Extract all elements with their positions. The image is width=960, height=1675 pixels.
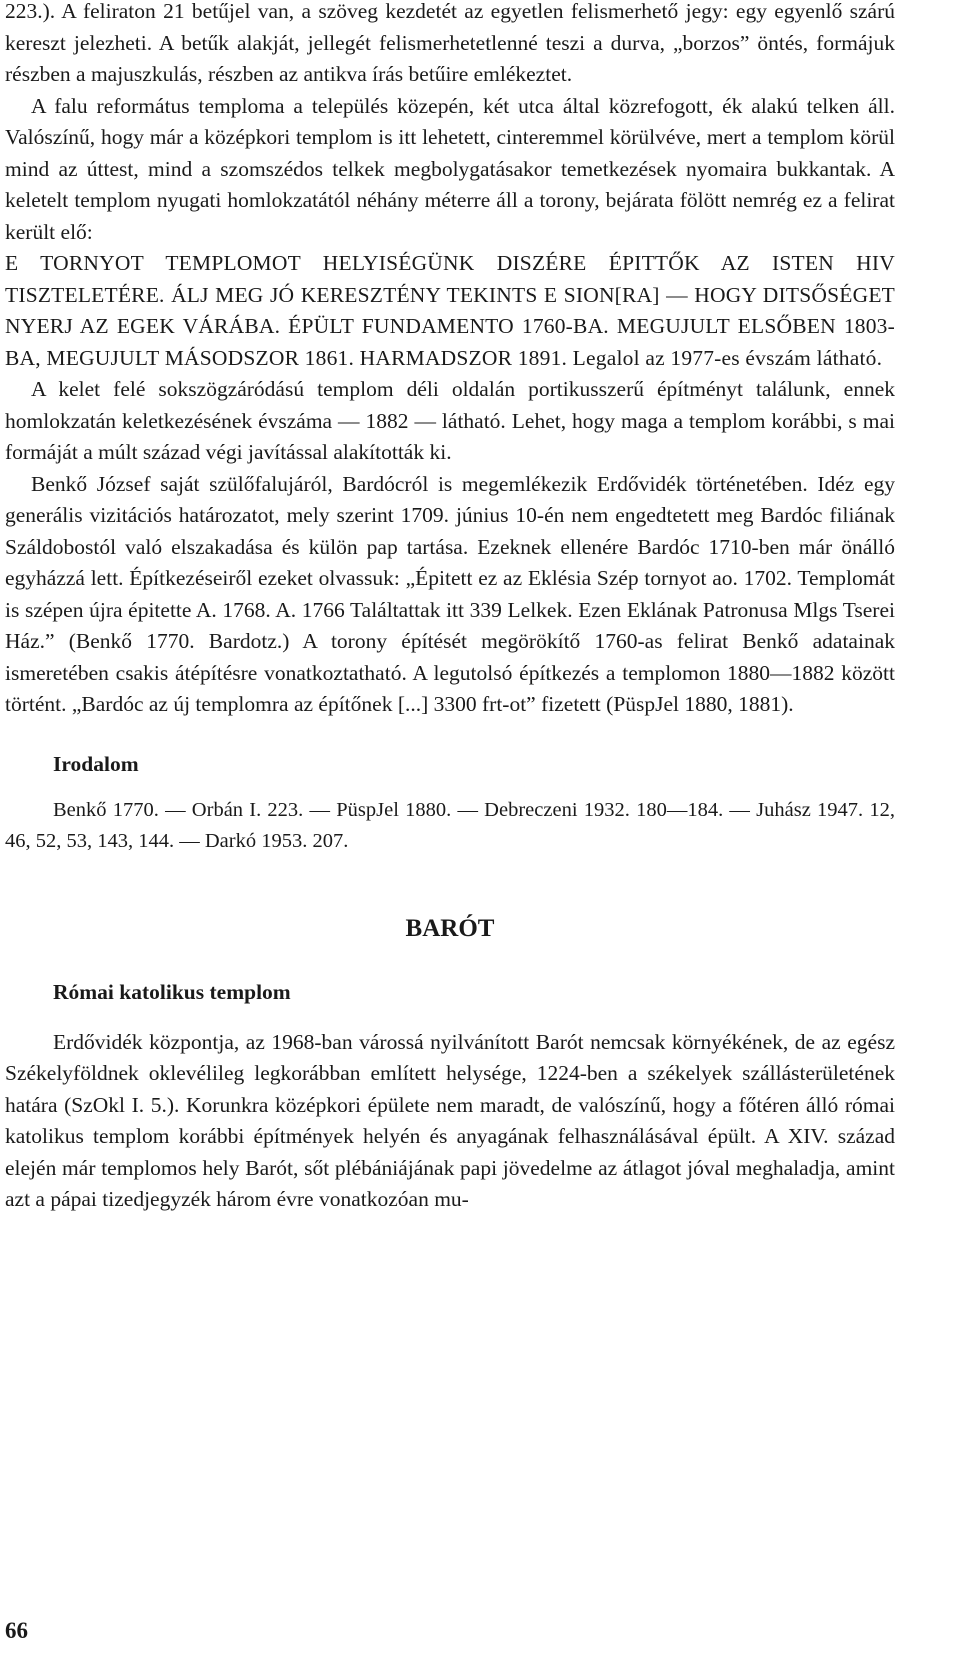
paragraph-barot: Erdővidék központja, az 1968-ban várossá nyilvánított Barót nemcsak környékének, de az egész Székelyföldnek oklevélileg legkorábban említett helysége, 1224-ben a székelyek szállásterületének határa (SzOkl I. 5.). Korunkra középkori épülete nem maradt, de valószínű, hogy a főtéren álló római katolikus templom korábbi építmények helyén és anyagának felhasználásával épült. A XIV. század elején már templomos hely Barót, sőt plébániájának papi jövedelme az átlagot jóval meghaladja, amint azt a pápai tizedjegyzék három évre vonatkozóan mu- — [5, 1029, 895, 1211]
inscription-tail: Legalol az 1977-es évszám látható. — [567, 345, 883, 370]
literature-heading: Irodalom — [53, 751, 139, 776]
subheading-catholic-church: Római katolikus templom — [53, 979, 291, 1004]
inscription-text: E TORNYOT TEMPLOMOT HELYISÉGÜNK DISZÉRE ÉPITTŐK AZ ISTEN HIV TISZTELETÉRE. ÁLJ MEG JÓ KERESZTÉNY TEKINTS E SION[RA] — HOGY DITSŐSÉGET NYERJ AZ EGEK VÁRÁBA. ÉPÜLT FUNDAMENTO 1760-BA. MEGUJULT ELSŐBEN 1803-BA, MEGUJULT MÁSODSZOR 1861. HARMADSZOR 1891. — [5, 251, 895, 370]
paragraph-reformed-church: A falu református temploma a település közepén, két utca által közrefogott, ék alakú telken áll. Valószínű, hogy már a középkori templom is itt lehetett, cinteremmel körülvéve, mert a templom körül mind az úttest, mind a szomszédos telkek megbolygatásakor temetkezések nyomaira bukkantak. A keletelt templom nyugati homlokzatától néhány méterre áll a torony, bejárata fölött nemrég ez a felirat került elő: — [5, 93, 895, 244]
paragraph-benko: Benkő József saját szülőfalujáról, Bardócról is megemlékezik Erdővidék történetében. Idéz egy generális vizitációs határozatot, mely szerint 1709. június 10-én nem engedtetett meg Bardóc filiának Száldobostól való elszakadása és külön pap tartása. Ezeknek ellenére Bardóc 1710-ben már önálló egyházzá lett. Építkezéseiről ezeket olvassuk: „Épitett ez az Eklésia Szép tornyot ao. 1702. Templomát is szépen újra épitette A. 1768. A. 1766 Találtattak itt 339 Lelkek. Ezen Eklának Patronusa Mlgs Tserei Ház.” (Benkő 1770. Bardotz.) A torony építését megörökítő 1760-as felirat Benkő adatainak ismeretében csakis átépítésre vonatkoztatható. A legutolsó építkezés a templomon 1880—1882 között történt. „Bardóc az új templomra az építőnek [...] 3300 frt-ot” fizetett (PüspJel 1880, 1881). — [5, 471, 895, 716]
page-number: 66 — [5, 1618, 28, 1643]
spacer — [5, 943, 895, 977]
section-title-barot: BARÓT — [405, 914, 495, 942]
literature-references: Benkő 1770. — Orbán I. 223. — PüspJel 1880. — Debreczeni 1932. 180—184. — Juhász 1947. 12, 46, 52, 53, 143, 144. — Darkó 1953. 207. — [5, 798, 895, 852]
paragraph-inscription-description: 223.). A feliraton 21 betűjel van, a szöveg kezdetét az egyetlen felismerhető jegy: egy egyenlő szárú kereszt jelezheti. A betűk alakját, jellegét felismerhetetlenné teszi a durva, „borzos” öntés, formájuk részben a majuszkulás, részben az antikva írás betűire emlékeztet. — [5, 0, 895, 86]
spacer — [5, 721, 895, 749]
spacer — [5, 779, 895, 795]
tower-inscription — [5, 248, 895, 374]
document-page — [5, 0, 895, 1216]
spacer — [5, 857, 895, 915]
paragraph-portico: A kelet felé sokszögzáródású templom déli oldalán portikusszerű építményt találunk, ennek homlokzatán keletkezésének évszáma — 1882 — látható. Lehet, hogy maga a templom korábbi, s mai formáját a múlt század végi javítással alakították ki. — [5, 377, 895, 464]
spacer — [5, 1007, 895, 1027]
